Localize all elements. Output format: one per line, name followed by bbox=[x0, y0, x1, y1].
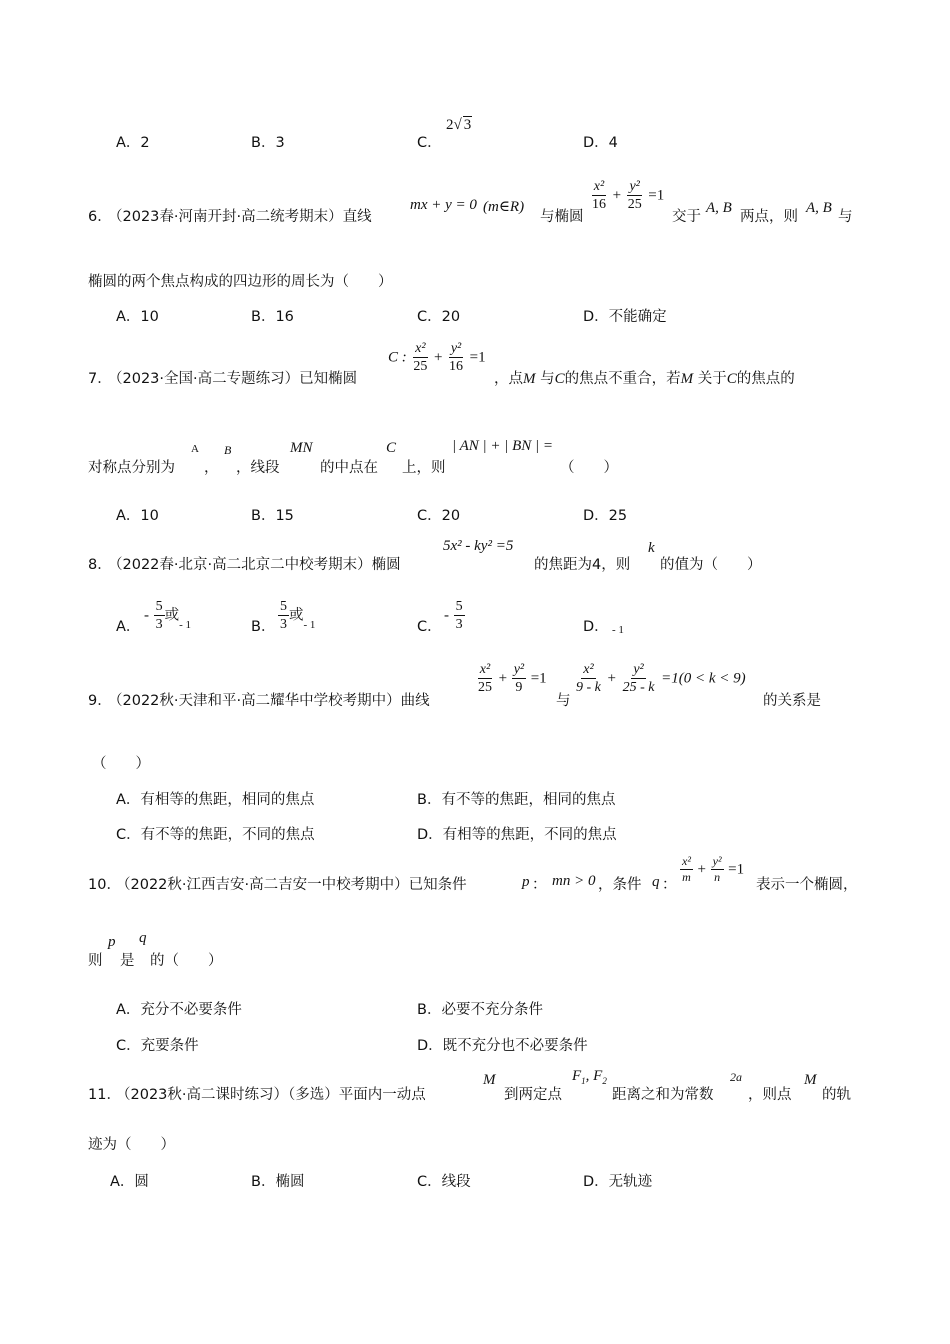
condition-p: mn > 0 bbox=[552, 873, 596, 889]
option-c-label: C． bbox=[417, 619, 442, 635]
option-d: D．有相等的焦距，不同的焦点 bbox=[417, 827, 617, 843]
question-text-line2: （ ） bbox=[92, 756, 150, 772]
question-source: （2022秋·天津和平·高二耀华中学校考期中）曲线 bbox=[108, 693, 430, 709]
option-b: B．椭圆 bbox=[251, 1174, 305, 1190]
option-b-label: B． bbox=[251, 619, 276, 635]
q5-option-c-label: C． bbox=[417, 135, 442, 151]
option-c: C．充要条件 bbox=[116, 1038, 199, 1054]
var-q: q bbox=[652, 874, 660, 890]
text: ： bbox=[662, 877, 677, 893]
point-b: B bbox=[224, 443, 232, 457]
text: 交于 bbox=[672, 209, 701, 225]
option-b: B．必要不充分条件 bbox=[417, 1002, 543, 1018]
question-text-line2: 椭圆的两个焦点构成的四边形的周长为（ ） bbox=[88, 274, 393, 290]
ellipse-equation: $\frac{\text{x²}}{16}$ + $\frac{\text{y²}}{25}$ =1 bbox=[592, 179, 665, 212]
text: ， bbox=[204, 460, 219, 476]
fixed-points: $F_1$, $F_2$ bbox=[572, 1068, 607, 1086]
text: 两点，则 bbox=[740, 209, 798, 225]
option-a: A．有相等的焦距，相同的焦点 bbox=[116, 792, 315, 808]
text: 与 bbox=[838, 209, 853, 225]
line-condition: (m∈R) bbox=[483, 199, 525, 215]
text: ： bbox=[532, 877, 547, 893]
points-ab: A, B bbox=[706, 200, 732, 216]
question-source: （2023春·河南开封·高二统考期末）直线 bbox=[108, 209, 372, 225]
q5-option-b: B．3 bbox=[251, 135, 285, 151]
answer-blank: （ ） bbox=[560, 460, 618, 476]
point-m: M bbox=[483, 1072, 496, 1088]
curve-2-equation: $\frac{\text{x²}}{9 - k}$ + $\frac{\text{y²}}{25 - k}$ =1(0 < k < 9) bbox=[576, 662, 746, 695]
option-d: D．无轨迹 bbox=[583, 1174, 653, 1190]
text: 距离之和为常数 bbox=[612, 1087, 714, 1103]
question-source: （2022秋·江西吉安·高二吉安一中校考期中）已知条件 bbox=[116, 877, 467, 893]
text: ，线段 bbox=[236, 460, 280, 476]
text: 的关系是 bbox=[763, 693, 821, 709]
text: 对称点分别为 bbox=[88, 460, 175, 476]
option-d: D．25 bbox=[583, 508, 628, 524]
option-c-math: - $\frac{5}{3}$ bbox=[444, 599, 463, 632]
question-number: 8． bbox=[88, 557, 112, 573]
question-source: （2023秋·高二课时练习）（多选）平面内一动点 bbox=[116, 1087, 426, 1103]
option-d: D．不能确定 bbox=[583, 309, 667, 325]
option-a: A．10 bbox=[116, 508, 159, 524]
text: ，条件 bbox=[598, 877, 642, 893]
text: 的焦距为4，则 bbox=[534, 557, 631, 573]
var-p: p bbox=[522, 874, 530, 890]
option-b: B．15 bbox=[251, 508, 294, 524]
question-text-line2: 迹为（ ） bbox=[88, 1137, 175, 1153]
text: 与 bbox=[556, 693, 571, 709]
sum-expression: | AN | + | BN | = bbox=[452, 438, 554, 454]
constant-2a: 2a bbox=[730, 1070, 742, 1084]
question-number: 11． bbox=[88, 1087, 121, 1103]
var-k: k bbox=[648, 540, 655, 556]
option-a: A．充分不必要条件 bbox=[116, 1002, 242, 1018]
condition-q-equation: $\frac{\text{x²}}{m}$ + $\frac{\text{y²}}{n}$ =1 bbox=[682, 854, 745, 884]
var-q: q bbox=[139, 930, 147, 946]
option-b: B．有不等的焦距，相同的焦点 bbox=[417, 792, 616, 808]
option-c: C．20 bbox=[417, 309, 461, 325]
points-ab: A, B bbox=[806, 200, 832, 216]
question-source: （2023·全国·高二专题练习）已知椭圆 bbox=[108, 371, 358, 387]
option-a: A．圆 bbox=[110, 1174, 149, 1190]
text: 的值为（ ） bbox=[660, 557, 762, 573]
q5-option-a: A．2 bbox=[116, 135, 150, 151]
option-a: A．10 bbox=[116, 309, 159, 325]
option-b-math: $\frac{5}{3}$ 或$_{- 1}$ bbox=[280, 599, 316, 632]
q5-option-d: D．4 bbox=[583, 135, 618, 151]
ellipse-equation: C : $\frac{\text{x²}}{25}$ + $\frac{\text{y²}}{16}$ =1 bbox=[388, 341, 486, 374]
text: 的（ ） bbox=[150, 953, 223, 969]
point-m: M bbox=[804, 1072, 817, 1088]
text: 到两定点 bbox=[504, 1087, 562, 1103]
text: 则 bbox=[88, 953, 103, 969]
question-number: 9． bbox=[88, 693, 112, 709]
var-p: p bbox=[108, 934, 116, 950]
text: ，点M 与C的焦点不重合，若M 关于C的焦点的 bbox=[494, 371, 795, 387]
option-d: D．既不充分也不必要条件 bbox=[417, 1038, 588, 1054]
line-equation: mx + y = 0 bbox=[410, 197, 477, 213]
text: 表示一个椭圆， bbox=[756, 877, 858, 893]
point-a: A bbox=[191, 443, 199, 455]
question-number: 10． bbox=[88, 877, 121, 893]
curve-1-equation: $\frac{\text{x²}}{25}$ + $\frac{\text{y²}}{9}$ =1 bbox=[478, 662, 547, 695]
q5-option-c-math: 2√ 3 bbox=[446, 117, 472, 133]
text: 上，则 bbox=[402, 460, 446, 476]
option-a-math: - $\frac{5}{3}$ 或$_{- 1}$ bbox=[144, 599, 192, 632]
option-c: C．线段 bbox=[417, 1174, 471, 1190]
text: 与椭圆 bbox=[540, 209, 584, 225]
question-source: （2022春·北京·高二北京二中校考期末）椭圆 bbox=[108, 557, 401, 573]
option-c: C．有不等的焦距，不同的焦点 bbox=[116, 827, 315, 843]
option-b: B．16 bbox=[251, 309, 294, 325]
question-number: 7． bbox=[88, 371, 112, 387]
option-d-label: D． bbox=[583, 619, 609, 635]
ellipse-c: C bbox=[386, 440, 397, 456]
text: 的中点在 bbox=[320, 460, 378, 476]
option-c: C．20 bbox=[417, 508, 461, 524]
option-a-label: A． bbox=[116, 619, 141, 635]
question-number: 6． bbox=[88, 209, 112, 225]
text: 是 bbox=[120, 953, 135, 969]
segment-mn: MN bbox=[290, 440, 313, 456]
text: 的轨 bbox=[822, 1087, 851, 1103]
ellipse-equation: 5x² - ky² =5 bbox=[443, 538, 514, 554]
text: ，则点 bbox=[748, 1087, 792, 1103]
option-d-math: - 1 bbox=[612, 624, 624, 636]
